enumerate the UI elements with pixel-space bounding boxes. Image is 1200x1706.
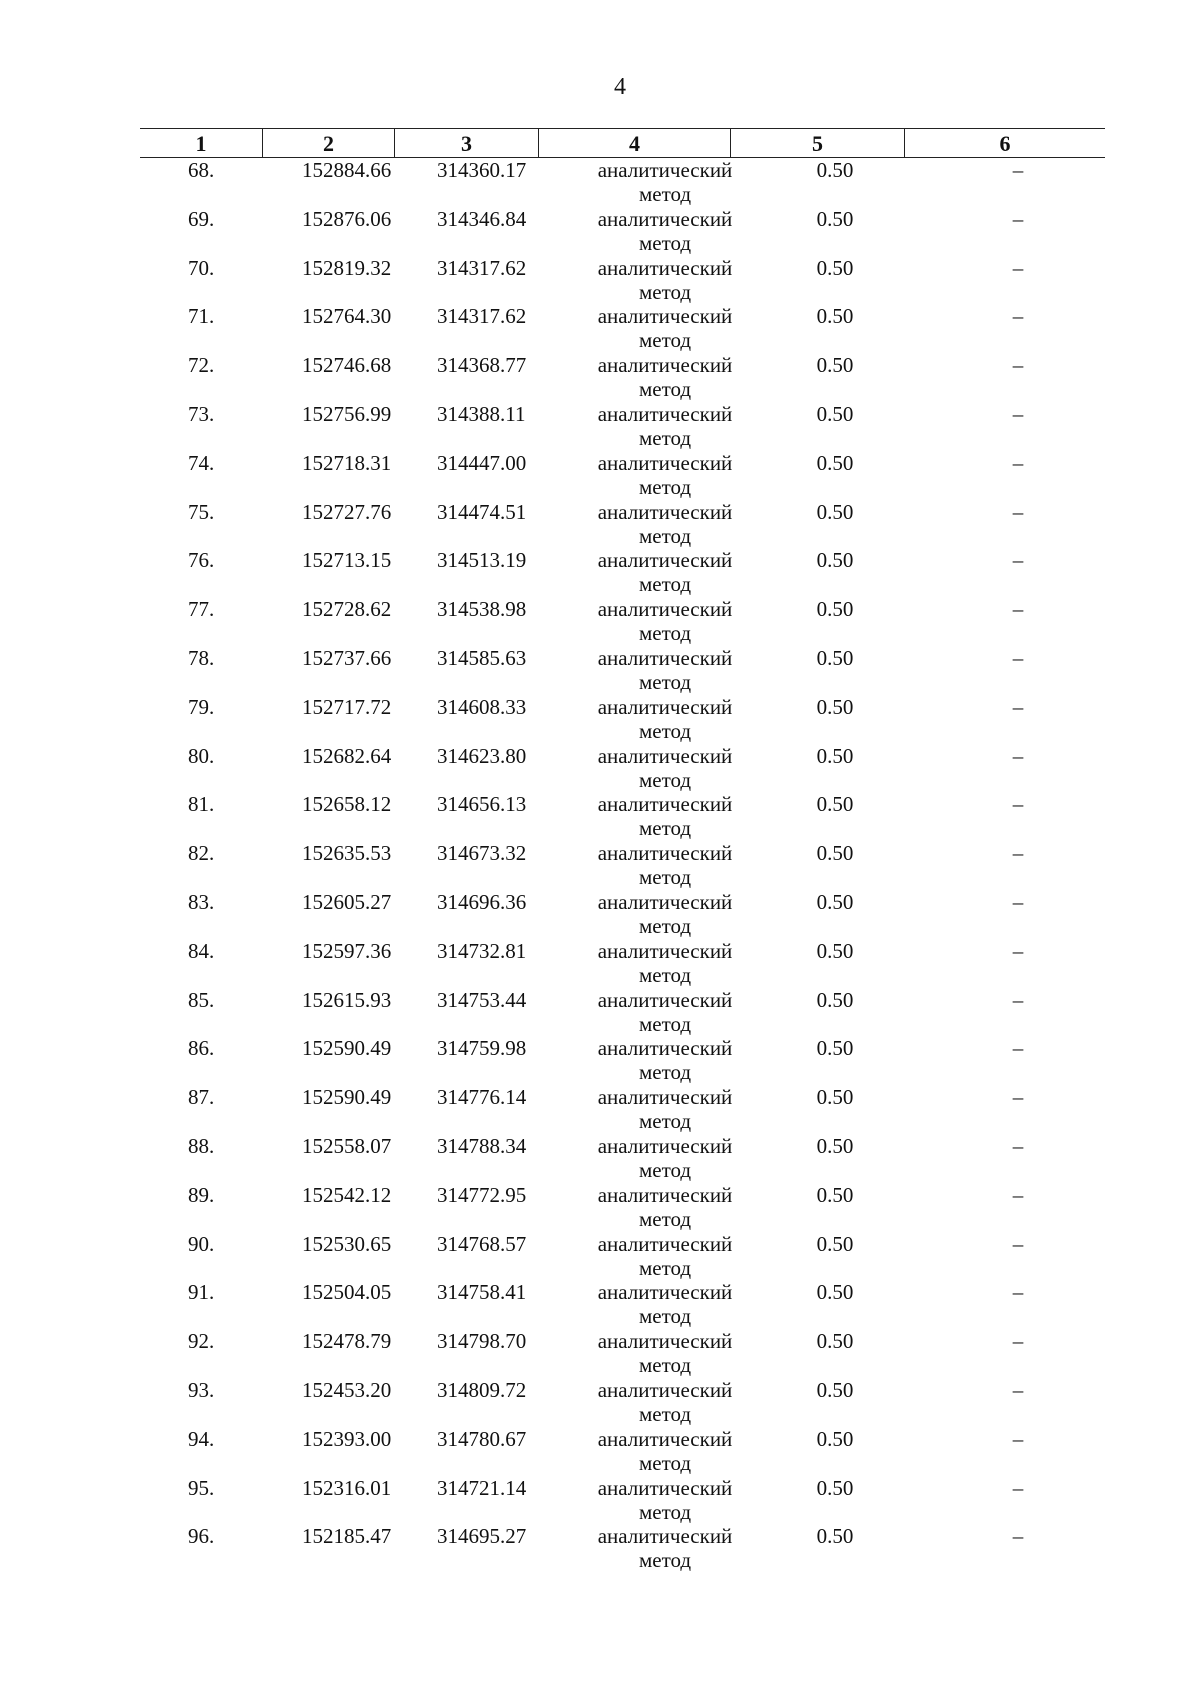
note: –: [1012, 1524, 1024, 1549]
header-col-3: 3: [394, 129, 538, 157]
method: [540, 988, 790, 1036]
coordinate-x: 152590.49: [302, 1036, 392, 1061]
coordinate-y: 314732.81: [437, 938, 527, 963]
method-line-2: метод: [638, 1109, 692, 1134]
row-number: 77.: [188, 597, 215, 622]
accuracy: 0.50: [816, 694, 854, 719]
table-row: [140, 1329, 1105, 1378]
method-line-2: метод: [638, 865, 692, 890]
method-line-1: аналитический: [597, 1231, 733, 1256]
method-line-1: аналитический: [597, 1036, 733, 1061]
method-line-1: аналитический: [597, 548, 733, 573]
coordinate-y: 314798.70: [437, 1329, 527, 1354]
table-row: [140, 841, 1105, 890]
table-body: [140, 158, 1105, 1573]
method-line-1: аналитический: [597, 1182, 733, 1207]
method: [540, 1476, 790, 1524]
coordinate-x: 152718.31: [302, 450, 392, 475]
coordinate-y: 314360.17: [437, 158, 527, 182]
coordinate-y: 314317.62: [437, 304, 527, 329]
method: [540, 695, 790, 743]
row-number: 95.: [188, 1475, 215, 1500]
method-line-1: аналитический: [597, 1280, 733, 1305]
coordinate-x: 152876.06: [302, 206, 392, 231]
method-line-2: метод: [638, 1450, 692, 1475]
note: –: [1012, 255, 1024, 280]
header-col-4: 4: [538, 129, 730, 157]
table-row: [140, 890, 1105, 939]
note: –: [1012, 1377, 1024, 1402]
method-line-2: метод: [638, 425, 692, 450]
method: [540, 353, 790, 401]
coordinate-x: 152453.20: [302, 1377, 392, 1402]
table-row: [140, 1427, 1105, 1476]
coordinate-x: 152727.76: [302, 499, 392, 524]
method: [540, 402, 790, 450]
table-row: [140, 1280, 1105, 1329]
accuracy: 0.50: [816, 1426, 854, 1451]
coordinate-x: 152682.64: [302, 743, 392, 768]
table-row: [140, 451, 1105, 500]
accuracy: 0.50: [816, 255, 854, 280]
method: [540, 1524, 790, 1572]
coordinate-x: 152717.72: [302, 694, 392, 719]
table-row: [140, 500, 1105, 549]
header-col-5: 5: [730, 129, 904, 157]
accuracy: 0.50: [816, 1182, 854, 1207]
note: –: [1012, 304, 1024, 329]
note: –: [1012, 158, 1024, 182]
method-line-1: аналитический: [597, 206, 733, 231]
method-line-1: аналитический: [597, 841, 733, 866]
table-row: [140, 1378, 1105, 1427]
table-row: [140, 1036, 1105, 1085]
table-row: [140, 988, 1105, 1037]
method-line-1: аналитический: [597, 597, 733, 622]
note: –: [1012, 353, 1024, 378]
method-line-2: метод: [638, 621, 692, 646]
row-number: 79.: [188, 694, 215, 719]
note: –: [1012, 889, 1024, 914]
note: –: [1012, 1329, 1024, 1354]
note: –: [1012, 645, 1024, 670]
coordinate-y: 314809.72: [437, 1377, 527, 1402]
note: –: [1012, 1426, 1024, 1451]
method-line-1: аналитический: [597, 1085, 733, 1110]
coordinate-y: 314656.13: [437, 792, 527, 817]
coordinate-x: 152316.01: [302, 1475, 392, 1500]
coordinate-x: 152746.68: [302, 353, 392, 378]
method: [540, 207, 790, 255]
row-number: 85.: [188, 987, 215, 1012]
row-number: 93.: [188, 1377, 215, 1402]
method-line-1: аналитический: [597, 889, 733, 914]
row-number: 92.: [188, 1329, 215, 1354]
method: [540, 548, 790, 596]
method: [540, 1329, 790, 1377]
row-number: 84.: [188, 938, 215, 963]
row-number: 70.: [188, 255, 215, 280]
note: –: [1012, 1182, 1024, 1207]
method: [540, 1427, 790, 1475]
coordinate-y: 314721.14: [437, 1475, 527, 1500]
accuracy: 0.50: [816, 450, 854, 475]
method-line-2: метод: [638, 1401, 692, 1426]
page-number: 4: [614, 74, 626, 100]
accuracy: 0.50: [816, 1231, 854, 1256]
method-line-1: аналитический: [597, 694, 733, 719]
table-row: [140, 207, 1105, 256]
method-line-1: аналитический: [597, 1377, 733, 1402]
method-line-2: метод: [638, 1206, 692, 1231]
method: [540, 158, 790, 206]
row-number: 83.: [188, 889, 215, 914]
coordinate-x: 152635.53: [302, 841, 392, 866]
coordinate-x: 152756.99: [302, 401, 392, 426]
table-row: [140, 402, 1105, 451]
coordinate-x: 152713.15: [302, 548, 392, 573]
method-line-1: аналитический: [597, 304, 733, 329]
row-number: 68.: [188, 158, 215, 182]
table-row: [140, 1476, 1105, 1525]
table-row: [140, 695, 1105, 744]
coordinate-x: 152737.66: [302, 645, 392, 670]
method-line-2: метод: [638, 767, 692, 792]
method-line-2: метод: [638, 1499, 692, 1524]
coordinate-x: 152530.65: [302, 1231, 392, 1256]
method: [540, 841, 790, 889]
table-row: [140, 1232, 1105, 1281]
coordinate-x: 152393.00: [302, 1426, 392, 1451]
row-number: 80.: [188, 743, 215, 768]
method-line-2: метод: [638, 279, 692, 304]
note: –: [1012, 841, 1024, 866]
method-line-1: аналитический: [597, 792, 733, 817]
accuracy: 0.50: [816, 1036, 854, 1061]
table-row: [140, 744, 1105, 793]
method: [540, 646, 790, 694]
method-line-1: аналитический: [597, 743, 733, 768]
note: –: [1012, 1231, 1024, 1256]
coordinate-y: 314608.33: [437, 694, 527, 719]
table-row: [140, 304, 1105, 353]
row-number: 72.: [188, 353, 215, 378]
coordinate-y: 314538.98: [437, 597, 527, 622]
note: –: [1012, 1133, 1024, 1158]
coordinate-y: 314753.44: [437, 987, 527, 1012]
method-line-2: метод: [638, 913, 692, 938]
coordinates-table: [140, 128, 1105, 1573]
accuracy: 0.50: [816, 792, 854, 817]
method: [540, 500, 790, 548]
method-line-1: аналитический: [597, 645, 733, 670]
table-header-row: [140, 128, 1105, 158]
header-col-1: 1: [195, 131, 207, 156]
accuracy: 0.50: [816, 304, 854, 329]
table-row: [140, 1085, 1105, 1134]
method: [540, 1280, 790, 1328]
method-line-1: аналитический: [597, 353, 733, 378]
coordinate-x: 152728.62: [302, 597, 392, 622]
coordinate-x: 152590.49: [302, 1085, 392, 1110]
note: –: [1012, 401, 1024, 426]
coordinate-y: 314776.14: [437, 1085, 527, 1110]
method: [540, 256, 790, 304]
table-row: [140, 158, 1105, 207]
method-line-1: аналитический: [597, 1524, 733, 1549]
note: –: [1012, 1036, 1024, 1061]
accuracy: 0.50: [816, 1329, 854, 1354]
row-number: 74.: [188, 450, 215, 475]
coordinate-y: 314695.27: [437, 1524, 527, 1549]
method-line-2: метод: [638, 474, 692, 499]
row-number: 73.: [188, 401, 215, 426]
coordinate-x: 152764.30: [302, 304, 392, 329]
method: [540, 451, 790, 499]
accuracy: 0.50: [816, 353, 854, 378]
coordinate-y: 314772.95: [437, 1182, 527, 1207]
method: [540, 1232, 790, 1280]
method-line-2: метод: [638, 572, 692, 597]
accuracy: 0.50: [816, 401, 854, 426]
accuracy: 0.50: [816, 841, 854, 866]
note: –: [1012, 987, 1024, 1012]
accuracy: 0.50: [816, 1475, 854, 1500]
method: [540, 792, 790, 840]
accuracy: 0.50: [816, 1085, 854, 1110]
method: [540, 890, 790, 938]
note: –: [1012, 450, 1024, 475]
coordinate-y: 314346.84: [437, 206, 527, 231]
method-line-1: аналитический: [597, 1329, 733, 1354]
method: [540, 1085, 790, 1133]
accuracy: 0.50: [816, 1133, 854, 1158]
note: –: [1012, 1475, 1024, 1500]
coordinate-x: 152542.12: [302, 1182, 392, 1207]
table-row: [140, 1183, 1105, 1232]
note: –: [1012, 743, 1024, 768]
coordinate-x: 152658.12: [302, 792, 392, 817]
coordinate-y: 314768.57: [437, 1231, 527, 1256]
method-line-1: аналитический: [597, 255, 733, 280]
note: –: [1012, 499, 1024, 524]
method-line-1: аналитический: [597, 1475, 733, 1500]
accuracy: 0.50: [816, 499, 854, 524]
table-row: [140, 548, 1105, 597]
method-line-2: метод: [638, 1011, 692, 1036]
method-line-2: метод: [638, 962, 692, 987]
coordinate-y: 314759.98: [437, 1036, 527, 1061]
method-line-2: метод: [638, 1060, 692, 1085]
accuracy: 0.50: [816, 1377, 854, 1402]
method-line-1: аналитический: [597, 158, 733, 182]
coordinate-y: 314623.80: [437, 743, 527, 768]
note: –: [1012, 1280, 1024, 1305]
row-number: 71.: [188, 304, 215, 329]
method: [540, 1134, 790, 1182]
method-line-2: метод: [638, 1353, 692, 1378]
table-row: [140, 1524, 1105, 1573]
note: –: [1012, 548, 1024, 573]
coordinate-y: 314388.11: [437, 401, 526, 426]
coordinate-y: 314780.67: [437, 1426, 527, 1451]
method-line-2: метод: [638, 1157, 692, 1182]
method: [540, 597, 790, 645]
row-number: 81.: [188, 792, 215, 817]
method-line-1: аналитический: [597, 938, 733, 963]
row-number: 90.: [188, 1231, 215, 1256]
note: –: [1012, 792, 1024, 817]
coordinate-y: 314788.34: [437, 1133, 527, 1158]
table-row: [140, 939, 1105, 988]
accuracy: 0.50: [816, 889, 854, 914]
method-line-2: метод: [638, 816, 692, 841]
table-row: [140, 597, 1105, 646]
coordinate-x: 152558.07: [302, 1133, 392, 1158]
method-line-1: аналитический: [597, 450, 733, 475]
method-line-1: аналитический: [597, 401, 733, 426]
method: [540, 744, 790, 792]
coordinate-x: 152504.05: [302, 1280, 392, 1305]
row-number: 96.: [188, 1524, 215, 1549]
coordinate-y: 314696.36: [437, 889, 527, 914]
row-number: 86.: [188, 1036, 215, 1061]
coordinate-y: 314447.00: [437, 450, 527, 475]
row-number: 88.: [188, 1133, 215, 1158]
method-line-2: метод: [638, 377, 692, 402]
coordinate-y: 314585.63: [437, 645, 527, 670]
row-number: 89.: [188, 1182, 215, 1207]
coordinate-y: 314368.77: [437, 353, 527, 378]
table-row: [140, 792, 1105, 841]
table-row: [140, 1134, 1105, 1183]
method: [540, 1183, 790, 1231]
accuracy: 0.50: [816, 743, 854, 768]
row-number: 82.: [188, 841, 215, 866]
accuracy: 0.50: [816, 206, 854, 231]
method-line-1: аналитический: [597, 499, 733, 524]
coordinate-y: 314513.19: [437, 548, 527, 573]
coordinate-y: 314758.41: [437, 1280, 527, 1305]
method: [540, 304, 790, 352]
row-number: 91.: [188, 1280, 215, 1305]
method: [540, 1036, 790, 1084]
header-col-6: 6: [904, 129, 1105, 157]
accuracy: 0.50: [816, 938, 854, 963]
note: –: [1012, 206, 1024, 231]
note: –: [1012, 938, 1024, 963]
coordinate-y: 314317.62: [437, 255, 527, 280]
accuracy: 0.50: [816, 987, 854, 1012]
row-number: 76.: [188, 548, 215, 573]
method: [540, 939, 790, 987]
coordinate-x: 152478.79: [302, 1329, 392, 1354]
coordinate-x: 152884.66: [302, 158, 392, 182]
accuracy: 0.50: [816, 1280, 854, 1305]
coordinate-x: 152185.47: [302, 1524, 392, 1549]
method-line-2: метод: [638, 230, 692, 255]
method-line-1: аналитический: [597, 987, 733, 1012]
coordinate-x: 152819.32: [302, 255, 392, 280]
row-number: 69.: [188, 206, 215, 231]
method-line-2: метод: [638, 328, 692, 353]
accuracy: 0.50: [816, 548, 854, 573]
method-line-2: метод: [638, 182, 692, 206]
header-col-2: 2: [262, 129, 394, 157]
method: [540, 1378, 790, 1426]
method-line-2: метод: [638, 523, 692, 548]
table-row: [140, 256, 1105, 305]
accuracy: 0.50: [816, 645, 854, 670]
method-line-2: метод: [638, 1548, 692, 1573]
row-number: 75.: [188, 499, 215, 524]
note: –: [1012, 694, 1024, 719]
table-row: [140, 353, 1105, 402]
coordinate-x: 152605.27: [302, 889, 392, 914]
accuracy: 0.50: [816, 597, 854, 622]
method-line-2: метод: [638, 669, 692, 694]
coordinate-x: 152597.36: [302, 938, 392, 963]
row-number: 78.: [188, 645, 215, 670]
method-line-1: аналитический: [597, 1133, 733, 1158]
row-number: 94.: [188, 1426, 215, 1451]
note: –: [1012, 597, 1024, 622]
coordinate-y: 314673.32: [437, 841, 527, 866]
method-line-2: метод: [638, 718, 692, 743]
method-line-1: аналитический: [597, 1426, 733, 1451]
method-line-2: метод: [638, 1304, 692, 1329]
table-row: [140, 646, 1105, 695]
accuracy: 0.50: [816, 1524, 854, 1549]
accuracy: 0.50: [816, 158, 854, 182]
method-line-2: метод: [638, 1255, 692, 1280]
coordinate-x: 152615.93: [302, 987, 392, 1012]
coordinate-y: 314474.51: [437, 499, 527, 524]
note: –: [1012, 1085, 1024, 1110]
row-number: 87.: [188, 1085, 215, 1110]
